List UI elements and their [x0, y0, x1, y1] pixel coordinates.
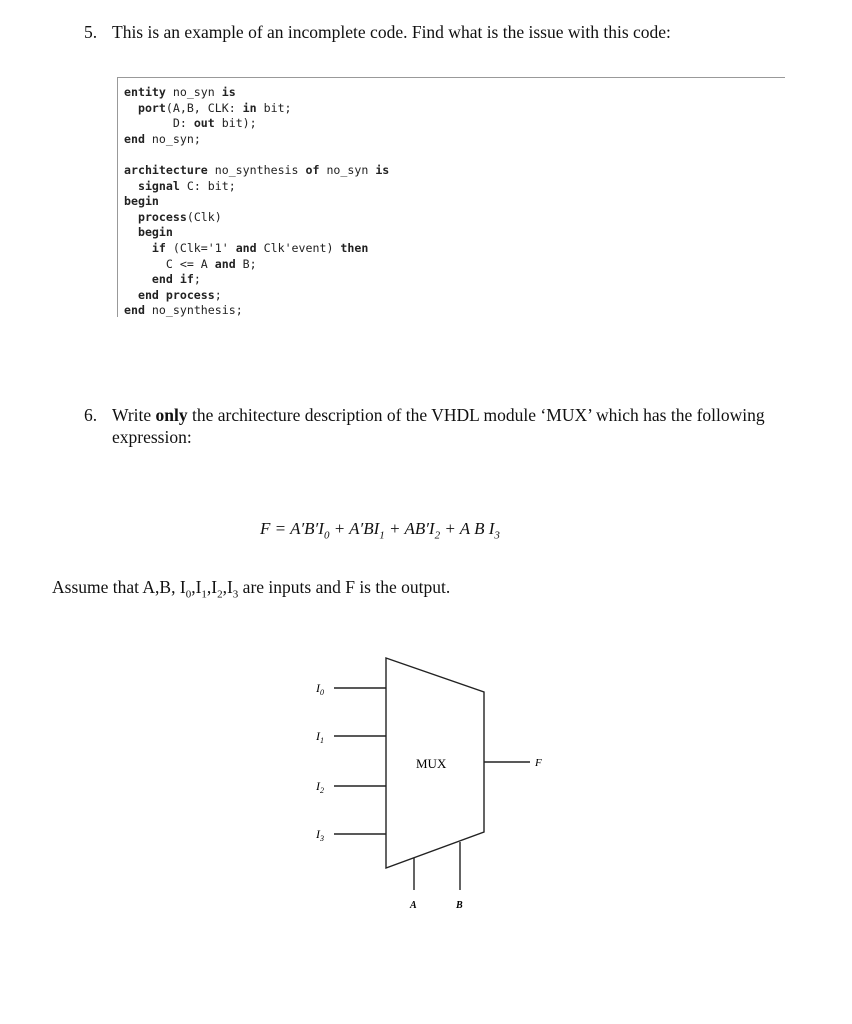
input-label-1: $I_1$	[316, 729, 324, 745]
question-5-text: This is an example of an incomplete code. Find what is the issue with this code:	[112, 22, 671, 42]
code-line: port(A,B, CLK: in bit;	[137, 100, 292, 115]
code-line: D: out bit);	[124, 116, 257, 131]
select-label-a: A	[410, 900, 417, 911]
code-line: end process;	[137, 287, 222, 302]
emphasis-only: only	[155, 405, 188, 425]
code-line	[124, 147, 389, 163]
code-line: entity no_syn is	[124, 85, 236, 99]
code-box-top-border	[117, 77, 785, 78]
question-6	[84, 404, 784, 454]
code-line: end no_syn;	[124, 131, 201, 146]
code-line: end no_synthesis;	[124, 303, 243, 318]
mux-equation: $F = A'B'I_0 + A'BI_1 + AB'I_2 + A$ B $I_3$	[260, 519, 500, 542]
mux-diagram	[300, 650, 560, 920]
input-label-2: $I_2$	[316, 779, 324, 795]
vhdl-code	[124, 85, 389, 319]
mux-title: MUX	[416, 756, 447, 771]
select-label-b: B	[456, 900, 463, 911]
code-line: begin	[124, 194, 159, 209]
code-line: begin	[137, 225, 173, 240]
question-6-number: 6.	[84, 405, 98, 425]
code-line: process(Clk)	[137, 209, 222, 224]
code-box	[117, 77, 785, 317]
input-label-0: $I_0$	[316, 681, 324, 697]
code-box-left-border	[117, 77, 118, 317]
output-label: F	[535, 757, 542, 769]
code-line: architecture no_synthesis of no_syn is	[124, 162, 390, 177]
code-line: end if;	[151, 272, 201, 287]
input-label-3: $I_3$	[316, 827, 324, 843]
question-6-text: Write only the architecture description of the VHDL module ‘MUX’ which has the following expression:	[112, 405, 765, 447]
code-line: if (Clk='1' and Clk'event) then	[151, 240, 369, 255]
code-line: C <= A and B;	[124, 256, 257, 271]
question-5-number: 5.	[84, 22, 98, 42]
code-line: signal C: bit;	[137, 178, 236, 193]
assumption-text: Assume that A,B, $I_0,I_1,I_2,I_3$ are inputs and F is the output.	[52, 577, 451, 601]
